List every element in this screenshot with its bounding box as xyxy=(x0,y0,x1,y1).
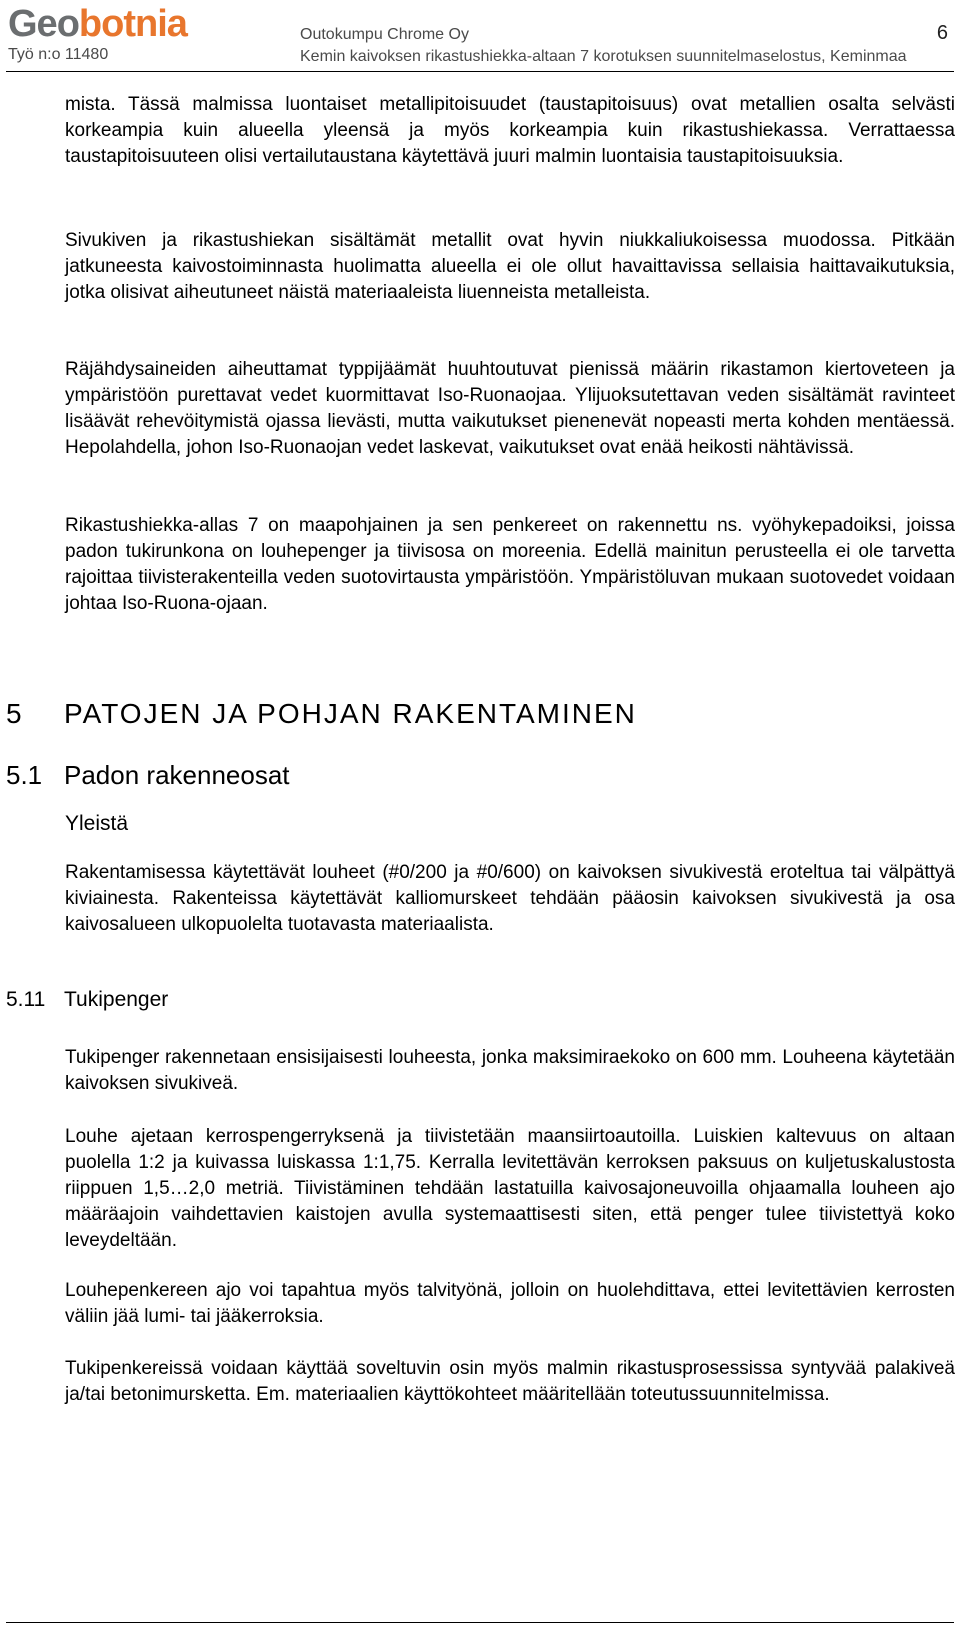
subsection-number: 5.1 xyxy=(6,760,43,790)
job-number: Työ n:o 11480 xyxy=(8,46,109,63)
section-title: PATOJEN JA POHJAN RAKENTAMINEN xyxy=(64,698,637,729)
logo-geo: Geo xyxy=(8,3,79,45)
header-divider xyxy=(6,71,954,72)
paragraph-talvityo: Louhepenkereen ajo voi tapahtua myös talvityönä, jolloin on huolehdittava, ettei levitettävien kerrosten väliin jää lumi- tai jääkerroksia. xyxy=(65,1280,955,1327)
section-heading-5-11 xyxy=(6,988,168,1012)
paragraph-palakivi: Tukipenkereissä voidaan käyttää soveltuvin osin myös malmin rikastusprosessissa syntyvää palakiveä ja/tai betonimursketta. Em. materiaalien käyttökohteet määritellään toteutussuunnitelmissa. xyxy=(65,1358,955,1405)
footer-divider xyxy=(6,1622,954,1623)
subheading-yleista: Yleistä xyxy=(65,812,129,835)
company-name: Outokumpu Chrome Oy xyxy=(300,26,469,43)
paragraph-malmi: mista. Tässä malmissa luontaiset metallipitoisuudet (taustapitoisuus) ovat metallien osalta selvästi korkeampia kuin alueella yleensä ja myös korkeampia kuin rikastushiekassa. Verrattaessa taustapitoisuuteen olisi vertailutaustana käytettävä juuri malmin luontaisia taustapitoisuuksia. xyxy=(65,94,955,167)
subsection-title: Padon rakenneosat xyxy=(64,760,290,790)
subsection-title: Tukipenger xyxy=(64,988,169,1011)
paragraph-tukipenger: Tukipenger rakennetaan ensisijaisesti louheesta, jonka maksimiraekoko on 600 mm. Louheena käytetään kaivoksen sivukiveä. xyxy=(65,1047,955,1094)
geobotnia-logo xyxy=(8,2,187,46)
page-number: 6 xyxy=(936,22,948,44)
paragraph-allas7: Rikastushiekka-allas 7 on maapohjainen ja sen penkereet on rakennettu ns. vyöhykepadoiksi, joissa padon tukirunkona on louhepenger ja tiivisosa on moreenia. Edellä mainitun perusteella ei ole tarvetta rajoittaa tiivisterakenteilla veden suotovirtausta ympäristöön. Ympäristöluvan mukaan suotovedet voidaan johtaa Iso-Ruona-ojaan. xyxy=(65,515,955,614)
paragraph-louheet: Rakentamisessa käytettävät louheet (#0/200 ja #0/600) on kaivoksen sivukivestä eroteltua tai välpättyä kiviainesta. Rakenteissa käytettävät kalliomurskeet tehdään pääosin kaivoksen sivukivestä ja osa kaivosalueen ulkopuolelta tuotavasta materiaalista. xyxy=(65,862,955,935)
section-number: 5 xyxy=(6,698,24,729)
paragraph-rajahdysaineet: Räjähdysaineiden aiheuttamat typpijäämät huuhtoutuvat pienissä määrin rikastamon kiertoveteen ja ympäristöön purettavat vedet kuormittavat Iso-Ruonaojaa. Ylijuoksutettavan veden sisältämät ravinteet lisäävät rehevöitymistä ojassa lievästi, mutta vaikutukset pienenevät nopeasti merta kohden mentäessä. Hepolahdella, johon Iso-Ruonaojan vedet laskevat, vaikutukset ovat enää heikosti nähtävissä. xyxy=(65,359,955,458)
paragraph-louhe-ajetaan: Louhe ajetaan kerrospengerryksenä ja tiivistetään maansiirtoautoilla. Luiskien kaltevuus on altaan puolella 1:2 ja kuivassa luiskassa 1:1,75. Kerralla levitettävän kerroksen paksuus on kuljetuskalustosta riippuen 1,5…2,0 metriä. Tiivistäminen tehdään lastatuilla kaivosajoneuvoilla ohjaamalla louheen ajo määräajoin vaihdettavien kaistojen avulla systemaattisesti siten, että penger tulee tiivistettyä koko leveydeltään. xyxy=(65,1126,955,1251)
paragraph-sivukivi: Sivukiven ja rikastushiekan sisältämät metallit ovat hyvin niukkaliukoisessa muodossa. Pitkään jatkuneesta kaivostoiminnasta huolimatta alueella ei ole ollut havaittavissa sellaisia haittavaikutuksia, jotka olisivat aiheutuneet näistä materiaaleista liuenneista metalleista. xyxy=(65,230,955,303)
section-heading-5-1 xyxy=(6,760,290,791)
document-subtitle: Kemin kaivoksen rikastushiekka-altaan 7 korotuksen suunnitelmaselostus, Keminmaa xyxy=(300,48,907,65)
logo-botnia: botnia xyxy=(78,3,187,45)
section-heading-5 xyxy=(6,698,637,730)
page-header xyxy=(0,0,960,75)
subsection-number: 5.11 xyxy=(6,988,46,1011)
